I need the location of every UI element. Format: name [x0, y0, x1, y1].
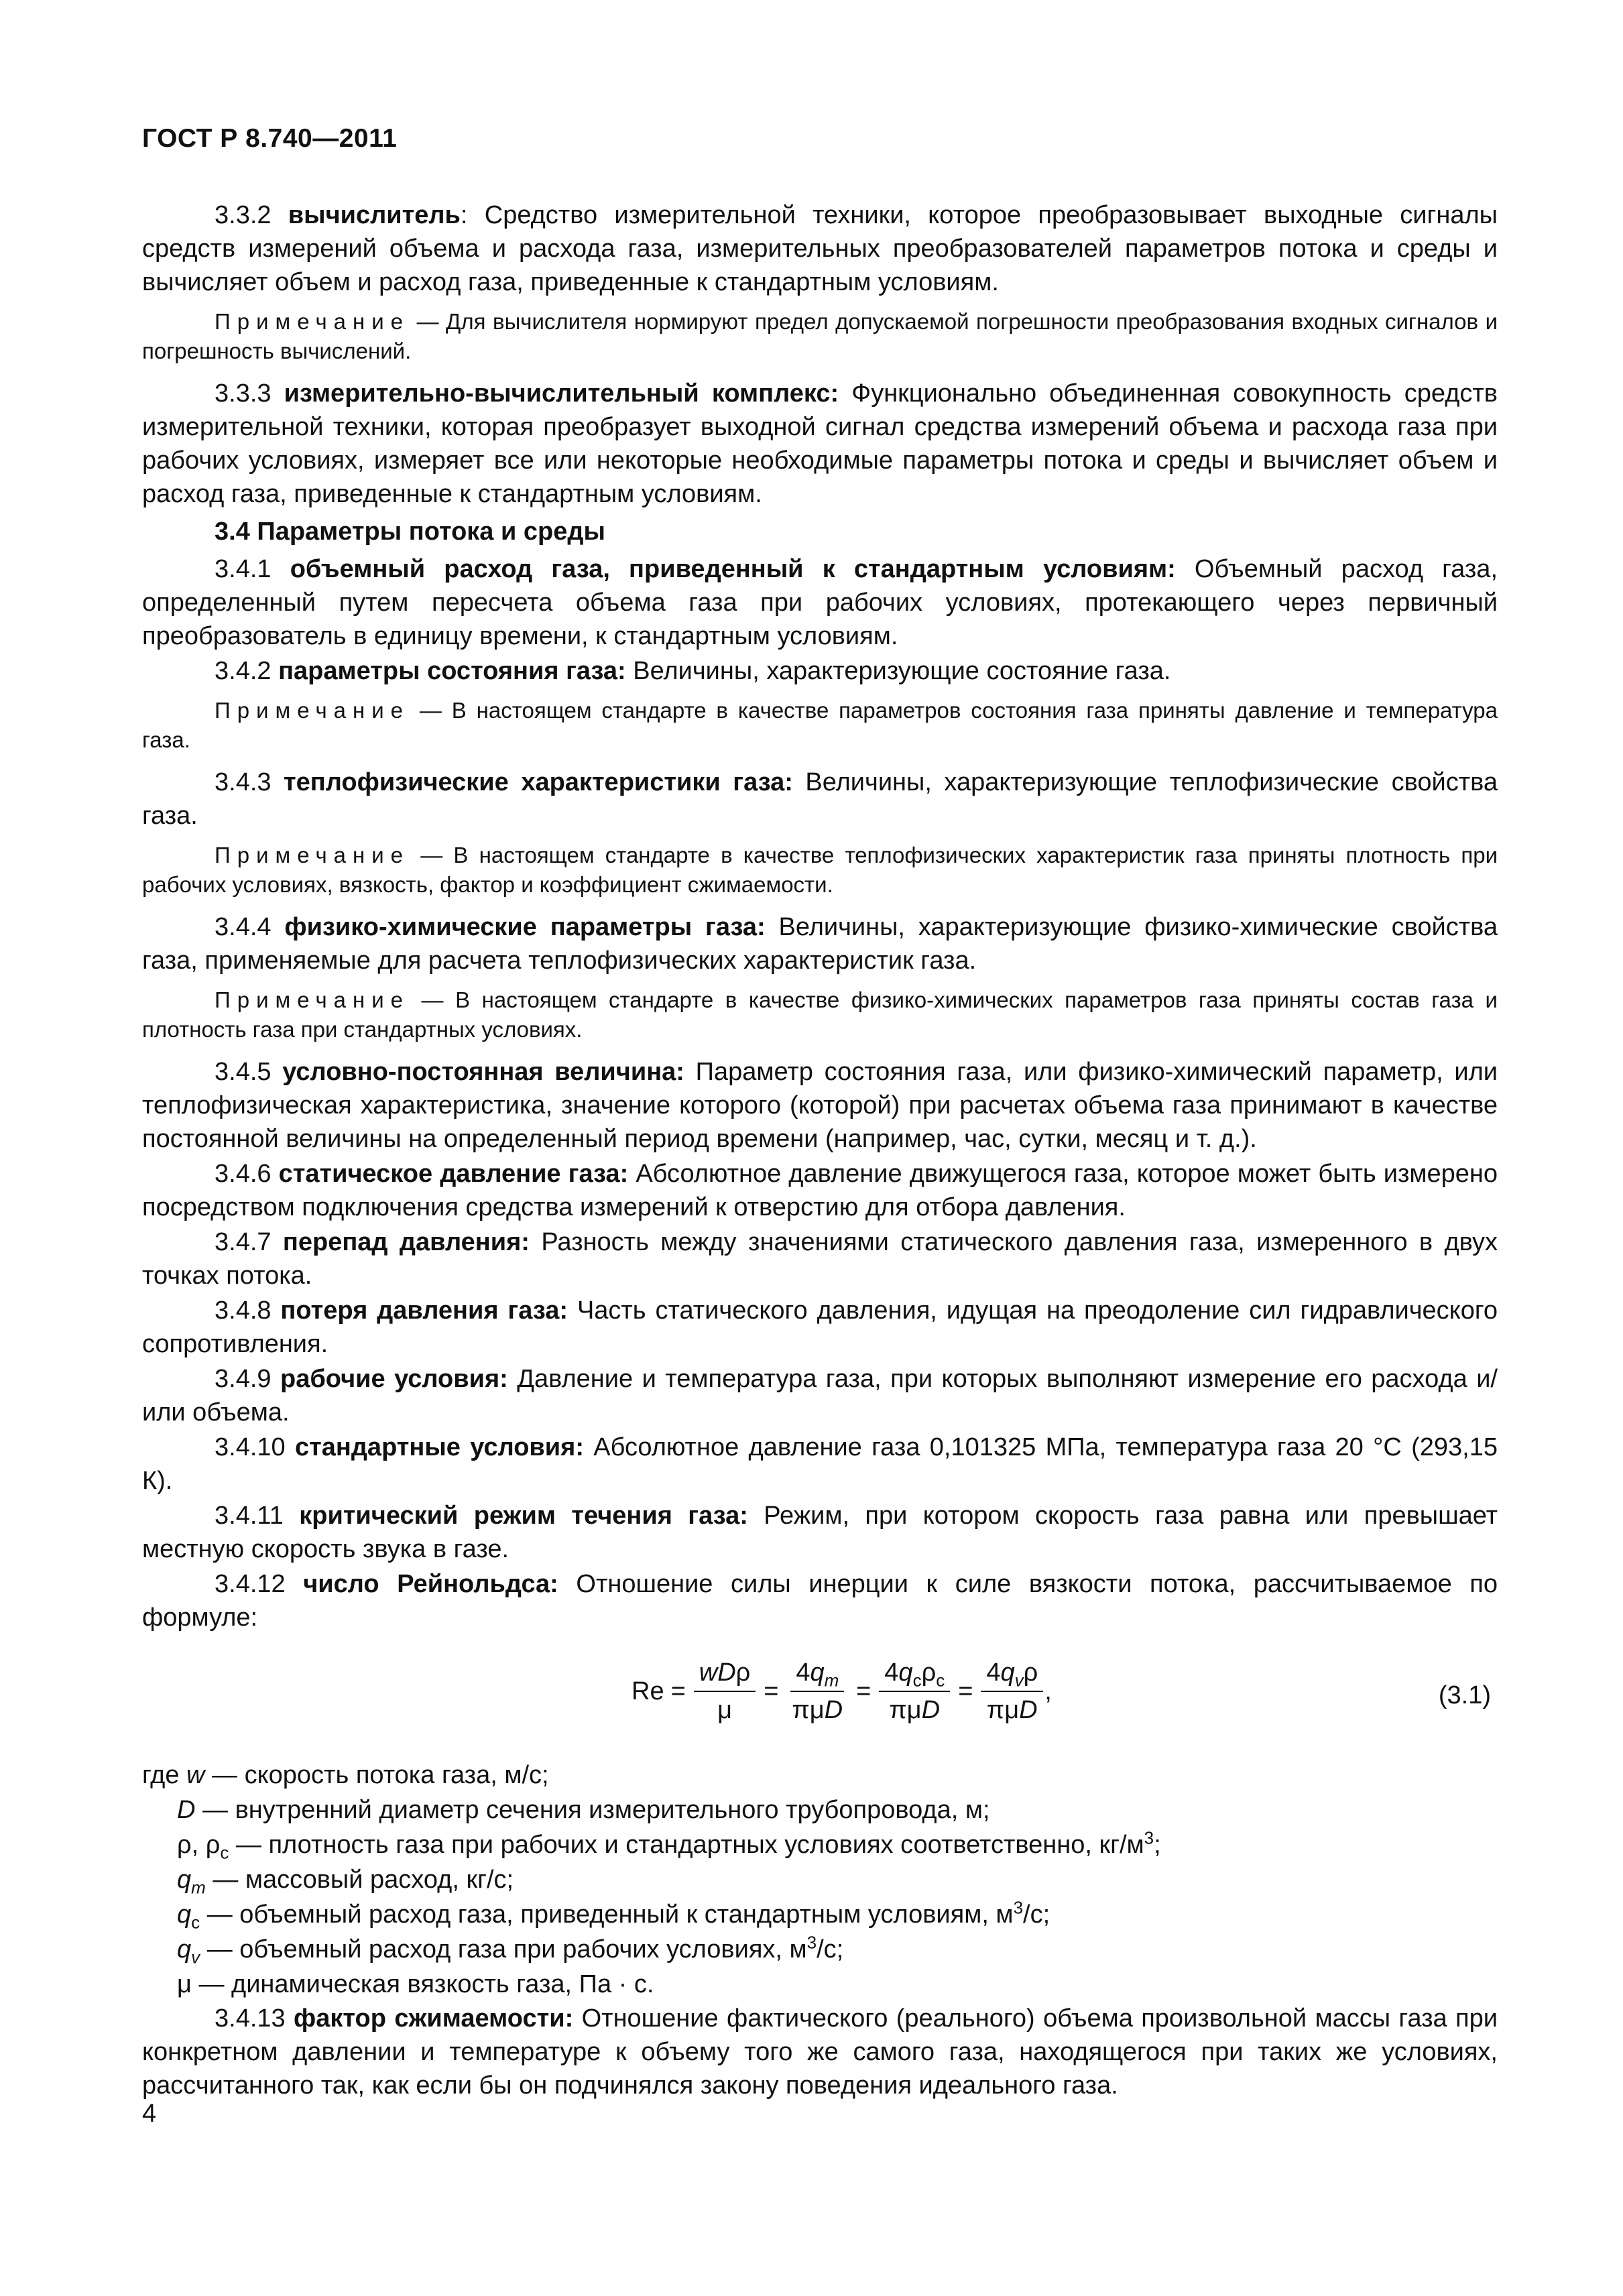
subscript: m [824, 1670, 839, 1691]
section-heading-3-4: 3.4 Параметры потока и среды [215, 518, 605, 546]
definition: Функционально объединенная совокупность средств измерительной техники, которая преобразует выходной сигнал средства измерений объема и расхода газа при рабочих условиях, измеряет все или некоторые необходимые параметры потока и среды и вычисляет объем и расход газа, приведенные к стандартным условиям. [142, 379, 1498, 508]
reynolds-formula [632, 1657, 1052, 1726]
definition: Часть статического давления, идущая на преодоление сил гидравлического сопротивления. [142, 1296, 1498, 1358]
fraction-numerator [879, 1657, 950, 1692]
equals-sign: = [958, 1677, 973, 1705]
legend-item-w [142, 1758, 1498, 1793]
clause-number: 3.4.10 [215, 1433, 295, 1461]
term: рабочие условия: [280, 1365, 508, 1393]
definition: Абсолютное давление газа 0,101325 МПа, температура газа 20 °С (293,15 К). [142, 1433, 1498, 1495]
clause-3-3-3 [142, 377, 1498, 511]
clause-number: 3.4.4 [215, 913, 285, 941]
legend-symbol: q [177, 1935, 192, 1963]
legend-text: — массовый расход, кг/с; [205, 1866, 514, 1894]
legend-text: — внутренний диаметр сечения измерительного трубопровода, м; [195, 1796, 990, 1824]
clause-number: 3.4.5 [215, 1058, 283, 1086]
clause-number: 3.4.13 [215, 2004, 294, 2033]
note-text: — Для вычислителя нормируют предел допускаемой погрешности преобразования входных сигналов и погрешность вычислений. [142, 309, 1498, 363]
symbol: ρ [735, 1658, 751, 1687]
clause-3-4-4 [142, 910, 1498, 977]
formula-comma: , [1044, 1677, 1052, 1705]
clause-3-4-6 [142, 1157, 1498, 1224]
legend-symbol: w [186, 1761, 205, 1789]
symbol: q [810, 1658, 825, 1687]
clause-number: 3.4.12 [215, 1570, 304, 1598]
note-label: Примечание [215, 843, 410, 867]
note-3 [142, 841, 1498, 900]
legend-item-rho [177, 1827, 1498, 1862]
legend-text: — плотность газа при рабочих и стандартных условиях соответственно, кг/м [229, 1831, 1144, 1859]
legend-text: — динамическая вязкость газа, Па · с. [191, 1970, 654, 1998]
formula-legend [142, 1758, 1498, 2002]
definition: Величины, характеризующие физико-химические свойства газа, применяемые для расчета теплофизических характеристик газа. [142, 913, 1498, 975]
fraction-3 [878, 1657, 951, 1726]
term: фактор сжимаемости: [294, 2004, 574, 2033]
legend-intro: где [142, 1761, 187, 1789]
legend-text-end: ; [1154, 1831, 1161, 1859]
symbol: 4 [884, 1658, 899, 1687]
equation-number: (3.1) [1438, 1681, 1491, 1709]
term: перепад давления: [282, 1228, 530, 1256]
term: измерительно-вычислительный комплекс: [284, 379, 839, 408]
symbol: 4 [796, 1658, 810, 1687]
note-text: — В настоящем стандарте в качестве физико-химических параметров газа приняты состав газа и плотность газа при стандартных условиях. [142, 987, 1498, 1042]
definition: Величины, характеризующие состояние газа. [625, 657, 1171, 685]
clause-number: 3.4.11 [215, 1502, 300, 1530]
note-2 [142, 696, 1498, 755]
legend-item-qv [177, 1932, 1498, 1967]
clause-number: 3.3.2 [215, 201, 288, 229]
fraction-denominator [981, 1692, 1043, 1726]
fraction-1 [693, 1657, 758, 1726]
formula-3-1 [142, 1652, 1498, 1746]
definition: Величины, характеризующие теплофизические свойства газа. [142, 768, 1498, 830]
legend-text-end: /с; [1023, 1900, 1050, 1929]
clause-3-4-10 [142, 1431, 1498, 1498]
note-text: — В настоящем стандарте в качестве теплофизических характеристик газа приняты плотность при рабочих условиях, вязкость, фактор и коэффициент сжимаемости. [142, 843, 1498, 897]
fraction-numerator [981, 1657, 1043, 1692]
term: стандартные условия: [294, 1433, 584, 1461]
term: критический режим течения газа: [299, 1502, 748, 1530]
note-4 [142, 985, 1498, 1044]
term: условно-постоянная величина: [282, 1058, 684, 1086]
term: физико-химические параметры газа: [284, 913, 766, 941]
fraction-4 [979, 1657, 1044, 1726]
legend-item-mu [177, 1967, 1498, 2002]
legend-text: — скорость потока газа, м/с; [204, 1761, 549, 1789]
clause-3-4-7 [142, 1225, 1498, 1292]
legend-text: — объемный расход газа, приведенный к стандартным условиям, м [200, 1900, 1014, 1929]
definition: Режим, при котором скорость газа равна или превышает местную скорость звука в газе. [142, 1502, 1498, 1563]
equals-sign: = [856, 1677, 871, 1705]
symbol: ρ [921, 1658, 937, 1687]
term: статическое давление газа: [278, 1160, 629, 1188]
superscript: 3 [1144, 1827, 1154, 1848]
clause-number: 3.4.9 [215, 1365, 280, 1393]
fraction-denominator [787, 1692, 849, 1726]
legend-symbol: ρ, ρ [177, 1831, 221, 1859]
legend-text: — объемный расход газа при рабочих условиях, м [200, 1935, 807, 1963]
symbol: πμ [792, 1696, 825, 1724]
clause-3-4-3 [142, 766, 1498, 833]
legend-item-D [177, 1793, 1498, 1827]
definition: Отношение силы инерции к силе вязкости потока, рассчитываемое по формуле: [142, 1570, 1498, 1632]
equals-sign: = [670, 1677, 686, 1705]
note-label: Примечание [215, 309, 410, 334]
clause-number: 3.4.3 [215, 768, 284, 796]
clause-number: 3.4.6 [215, 1160, 279, 1188]
symbol: ρ [1023, 1658, 1038, 1687]
symbol: q [1000, 1658, 1015, 1687]
clause-3-4-1 [142, 552, 1498, 653]
fraction-numerator [694, 1657, 756, 1692]
clause-number: 3.4.2 [215, 657, 279, 685]
clause-3-4-12 [142, 1567, 1498, 1634]
definition: Давление и температура газа, при которых выполняют измерение его расхода и/или объема. [142, 1365, 1498, 1427]
clause-number: 3.4.7 [215, 1228, 283, 1256]
symbol: πμ [889, 1696, 922, 1724]
legend-item-qc [177, 1897, 1498, 1932]
definition: Объемный расход газа, определенный путем пересчета объема газа при рабочих условиях, протекающего через первичный преобразователь в единицу времени, к стандартным условиям. [142, 555, 1498, 650]
clause-3-4-11 [142, 1499, 1498, 1566]
formula-lhs: Re [632, 1677, 664, 1705]
fraction-denominator: μ [717, 1696, 732, 1724]
page-number: 4 [142, 2100, 157, 2128]
definition: Параметр состояния газа, или физико-химический параметр, или теплофизическая характеристика, значение которого (которой) при расчетах объема газа принимают в качестве постоянной величины на определенный период времени (например, час, сутки, месяц и т. д.). [142, 1058, 1498, 1153]
fraction-2 [786, 1657, 850, 1726]
clause-3-4-9 [142, 1362, 1498, 1429]
symbol: πμ [987, 1696, 1020, 1724]
note-text: — В настоящем стандарте в качестве параметров состояния газа приняты давление и температура газа. [142, 698, 1498, 752]
superscript: 3 [806, 1932, 817, 1953]
equals-sign: = [764, 1677, 779, 1705]
legend-symbol: μ [177, 1970, 192, 1998]
definition: Разность между значениями статического давления газа, измеренного в двух точках потока. [142, 1228, 1498, 1290]
subscript: m [191, 1877, 206, 1898]
subscript: c [936, 1670, 945, 1691]
fraction-numerator [790, 1657, 844, 1692]
term: теплофизические характеристики газа: [284, 768, 793, 796]
clause-number: 3.4.1 [215, 555, 290, 583]
fraction-denominator [884, 1692, 945, 1726]
subscript: v [191, 1947, 200, 1968]
document-header: ГОСТ Р 8.740—2011 [142, 124, 398, 153]
definition: : Средство измерительной техники, которое преобразовывает выходные сигналы средств измерений объема и расхода газа, измерительных преобразователей параметров потока и среды и вычисляет объем и расход газа, приведенные к стандартным условиям. [142, 201, 1498, 296]
term: число Рейнольдса: [303, 1570, 558, 1598]
symbol: q [898, 1658, 913, 1687]
legend-text-end: /с; [817, 1935, 844, 1963]
clause-3-3-2 [142, 198, 1498, 299]
symbol: D [921, 1696, 941, 1724]
clause-3-4-8 [142, 1294, 1498, 1361]
legend-item-qm [177, 1862, 1498, 1897]
term: объемный расход газа, приведенный к стандартным условиям: [290, 555, 1176, 583]
clause-3-4-5 [142, 1055, 1498, 1156]
term: вычислитель [288, 201, 461, 229]
definition: Отношение фактического (реального) объема произвольной массы газа при конкретном давлении и температуре к объему того же самого газа, находящегося при таких же условиях, рассчитанного так, как если бы он подчинялся закону поведения идеального газа. [142, 2004, 1498, 2100]
clause-number: 3.3.3 [215, 379, 284, 408]
note-label: Примечание [215, 698, 410, 723]
definition: Абсолютное давление движущегося газа, которое может быть измерено посредством подключения средства измерений к отверстию для отбора давления. [142, 1160, 1498, 1221]
legend-symbol: D [177, 1796, 196, 1824]
term: параметры состояния газа: [278, 657, 626, 685]
symbol: wD [699, 1658, 736, 1687]
clause-3-4-13 [142, 2002, 1498, 2102]
symbol: 4 [986, 1658, 1001, 1687]
symbol: D [824, 1696, 843, 1724]
clause-number: 3.4.8 [215, 1296, 281, 1325]
superscript: 3 [1013, 1897, 1024, 1918]
clause-3-4-2 [142, 654, 1498, 688]
document-body [142, 198, 1498, 2104]
subscript: c [220, 1842, 229, 1863]
legend-symbol: q [177, 1900, 192, 1929]
subscript: c [912, 1670, 922, 1691]
subscript: c [191, 1912, 200, 1933]
legend-symbol: q [177, 1866, 192, 1894]
term: потеря давления газа: [280, 1296, 568, 1325]
subscript: v [1014, 1670, 1024, 1691]
note-1 [142, 307, 1498, 366]
note-label: Примечание [215, 987, 410, 1012]
symbol: D [1019, 1696, 1038, 1724]
